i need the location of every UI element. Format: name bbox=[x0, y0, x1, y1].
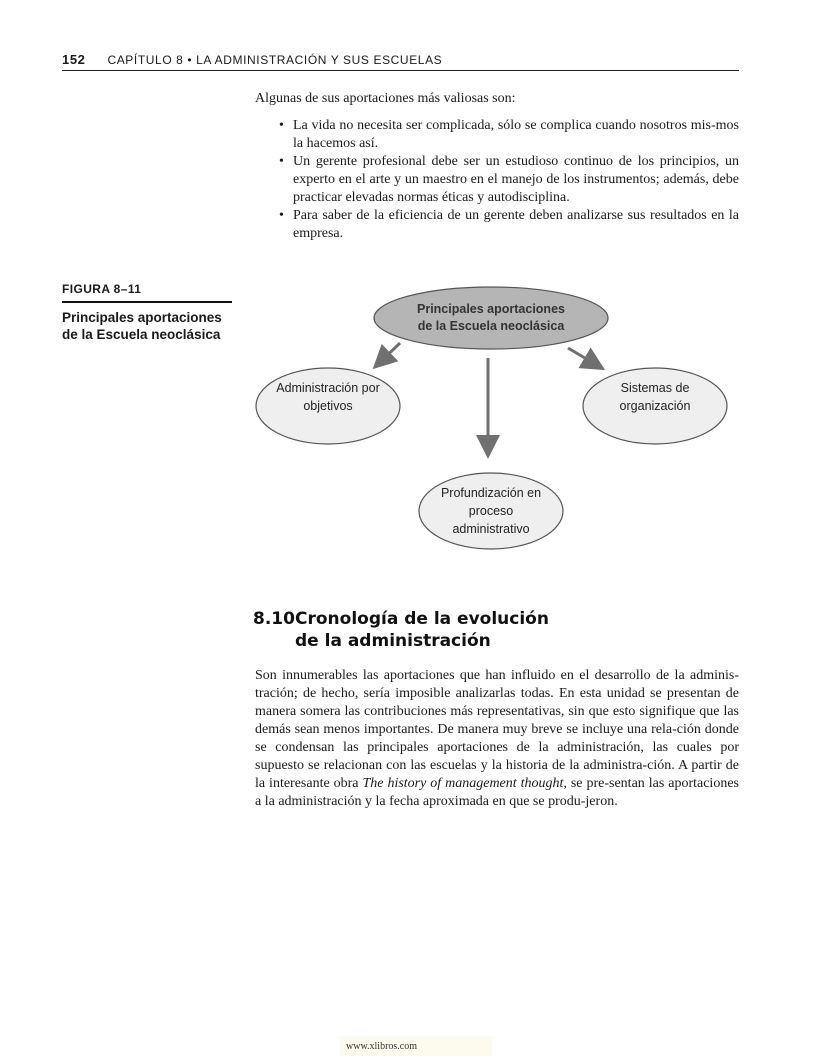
arrow-right bbox=[568, 348, 600, 367]
figure-label: FIGURA 8–11 bbox=[62, 282, 232, 303]
section-number: 8.10 bbox=[253, 609, 295, 629]
bullet-item: • La vida no necesita ser complicada, sólo se complica cuando nosotros mis-mos la hacemos así. bbox=[273, 117, 739, 153]
figure-caption: Principales aportaciones de la Escuela neoclásica bbox=[62, 310, 222, 342]
center-node-label: Principales aportaciones de la Escuela neoclásica bbox=[417, 302, 565, 333]
bullet-item: • Para saber de la eficiencia de un gerente deben analizarse sus resultados en la empresa. bbox=[273, 207, 739, 243]
running-title: CAPÍTULO 8 • LA ADMINISTRACIÓN Y SUS ESCUELAS bbox=[107, 53, 443, 67]
bullet-list bbox=[273, 117, 739, 243]
footer-url: www.xlibros.com bbox=[340, 1036, 492, 1056]
node-label-right: Sistemas de organización bbox=[619, 381, 691, 413]
body-paragraph: Son innumerables las aportaciones que han influido en el desarrollo de la adminis-tración; de hecho, sería imposible analizarlas todas. En esta unidad se presentan de manera somera las contribuciones más representativas, sin que esto signifique que las demás sean menos importantes. De manera muy breve se incluye una rela-ción donde se condensan las principales aportaciones de la administración, las cuales por supuesto se relacionan con las escuelas y la historia de la administra-ción. A partir de la interesante obra The history of management thought, se pre-sentan las aportaciones a la administración y la fecha aproximada en que se produ-jeron. bbox=[255, 668, 739, 809]
node-label-left: Administración por objetivos bbox=[276, 381, 380, 413]
contributions-diagram bbox=[250, 278, 740, 568]
arrow-left bbox=[377, 343, 400, 365]
section-title-line2: de la administración bbox=[295, 631, 491, 651]
running-header bbox=[62, 52, 739, 71]
bullet-item: • Un gerente profesional debe ser un estudioso continuo de los principios, un experto en el arte y un maestro en el manejo de los instrumentos; además, debe practicar elevadas normas éticas y autodisciplina. bbox=[273, 153, 739, 207]
section-title-line1: Cronología de la evolución bbox=[295, 609, 549, 629]
node-label-bottom: Profundización en proceso administrativo bbox=[440, 486, 542, 536]
section-heading bbox=[253, 608, 549, 652]
book-title: The history of management thought bbox=[362, 776, 564, 791]
page-number: 152 bbox=[62, 52, 86, 67]
intro-text: Algunas de sus aportaciones más valiosas son: bbox=[255, 91, 516, 106]
